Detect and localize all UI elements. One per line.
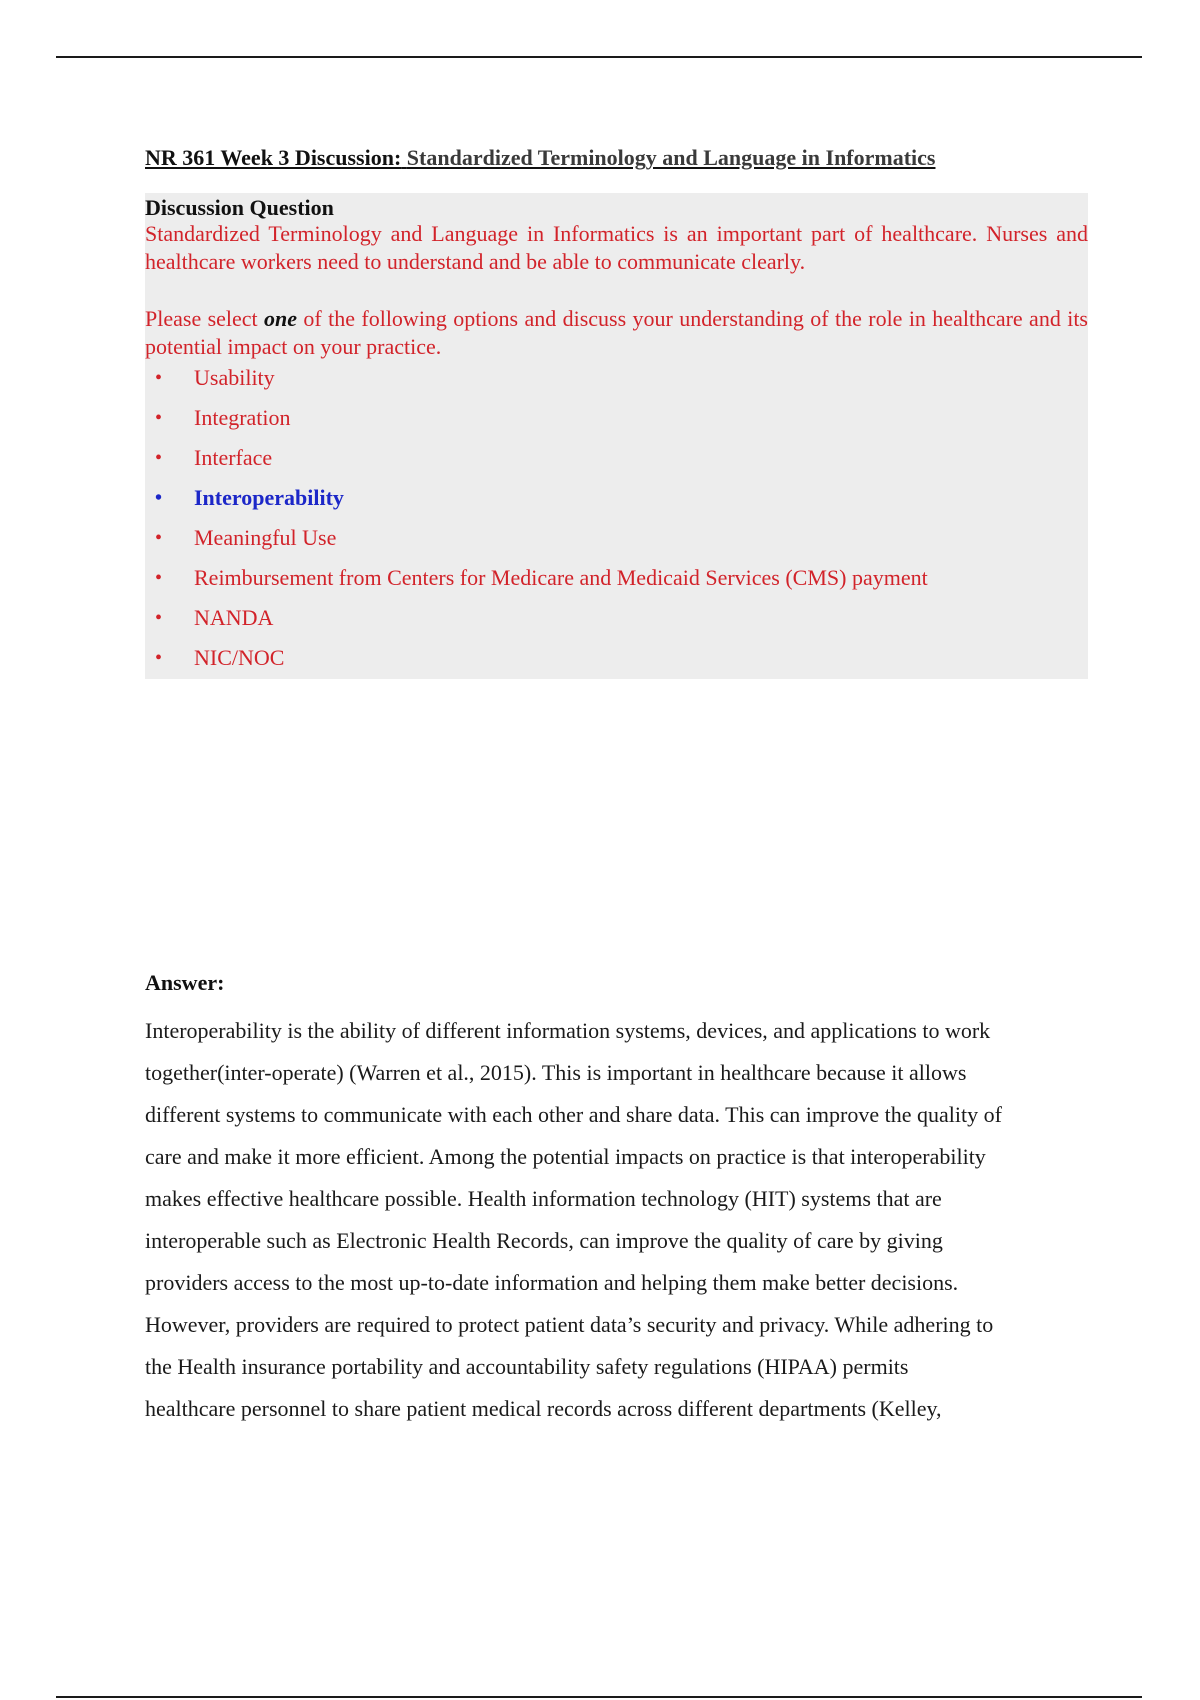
discussion-question-heading: Discussion Question <box>145 195 334 220</box>
bullet-icon: • <box>155 567 163 589</box>
option-label: Meaningful Use <box>194 525 337 550</box>
option-item <box>145 638 1088 678</box>
document-title <box>145 145 935 171</box>
bullet-icon: • <box>155 607 163 629</box>
bullet-icon: • <box>155 647 163 669</box>
bullet-icon: • <box>155 527 163 549</box>
option-label: NANDA <box>194 605 274 630</box>
option-label: Reimbursement from Centers for Medicare and Medicaid Services (CMS) payment <box>194 565 928 590</box>
option-item <box>145 598 1088 638</box>
answer-body <box>145 1010 1095 1430</box>
page-bottom-rule <box>56 1696 1142 1698</box>
option-item <box>145 398 1088 438</box>
answer-line: the Health insurance portability and accountability safety regulations (HIPAA) permits <box>145 1354 909 1379</box>
options-list <box>145 358 1088 678</box>
answer-line: together(inter-operate) (Warren et al., 2015). This is important in healthcare because it allows <box>145 1060 967 1085</box>
option-label: Interoperability <box>194 485 344 510</box>
answer-line: However, providers are required to protect patient data’s security and privacy. While adhering to <box>145 1312 994 1337</box>
answer-line: makes effective healthcare possible. Health information technology (HIT) systems that are <box>145 1186 942 1211</box>
bullet-icon: • <box>155 447 163 469</box>
question-paragraph-1: Standardized Terminology and Language in Informatics is an important part of healthcare. Nurses and healthcare workers need to understand and be able to communicate clearly. <box>145 221 1088 274</box>
title-prefix: NR 361 Week 3 Discussion: <box>145 145 402 170</box>
question-emphasis-one: one <box>264 306 298 331</box>
answer-heading: Answer: <box>145 970 225 995</box>
option-label: Interface <box>194 445 273 470</box>
option-label: NIC/NOC <box>194 645 285 670</box>
question-paragraph-2-start: Please select <box>145 306 265 331</box>
option-item <box>145 558 1088 598</box>
answer-line: healthcare personnel to share patient medical records across different departments (Kelley, <box>145 1396 942 1421</box>
option-label: Integration <box>194 405 291 430</box>
option-item <box>145 518 1088 558</box>
answer-line: different systems to communicate with each other and share data. This can improve the quality of <box>145 1102 1002 1127</box>
bullet-icon: • <box>155 367 163 389</box>
option-item-selected <box>145 478 1088 518</box>
question-paragraph-2-end: of the following options and discuss your understanding of the role in healthcare and its potential impact on your practice. <box>145 306 1088 359</box>
option-item <box>145 438 1088 478</box>
answer-line: providers access to the most up-to-date information and helping them make better decisions. <box>145 1270 959 1295</box>
answer-line: care and make it more efficient. Among the potential impacts on practice is that interoperability <box>145 1144 986 1169</box>
discussion-question-box <box>145 193 1088 679</box>
option-item <box>145 358 1088 398</box>
title-subject: Standardized Terminology and Language in Informatics <box>406 145 936 170</box>
bullet-icon: • <box>155 407 163 429</box>
option-label: Usability <box>194 365 275 390</box>
bullet-icon: • <box>155 487 163 509</box>
page-top-rule <box>56 56 1142 58</box>
question-paragraph-2 <box>145 305 1088 361</box>
answer-line: interoperable such as Electronic Health Records, can improve the quality of care by giving <box>145 1228 943 1253</box>
answer-line: Interoperability is the ability of different information systems, devices, and applications to work <box>145 1018 991 1043</box>
